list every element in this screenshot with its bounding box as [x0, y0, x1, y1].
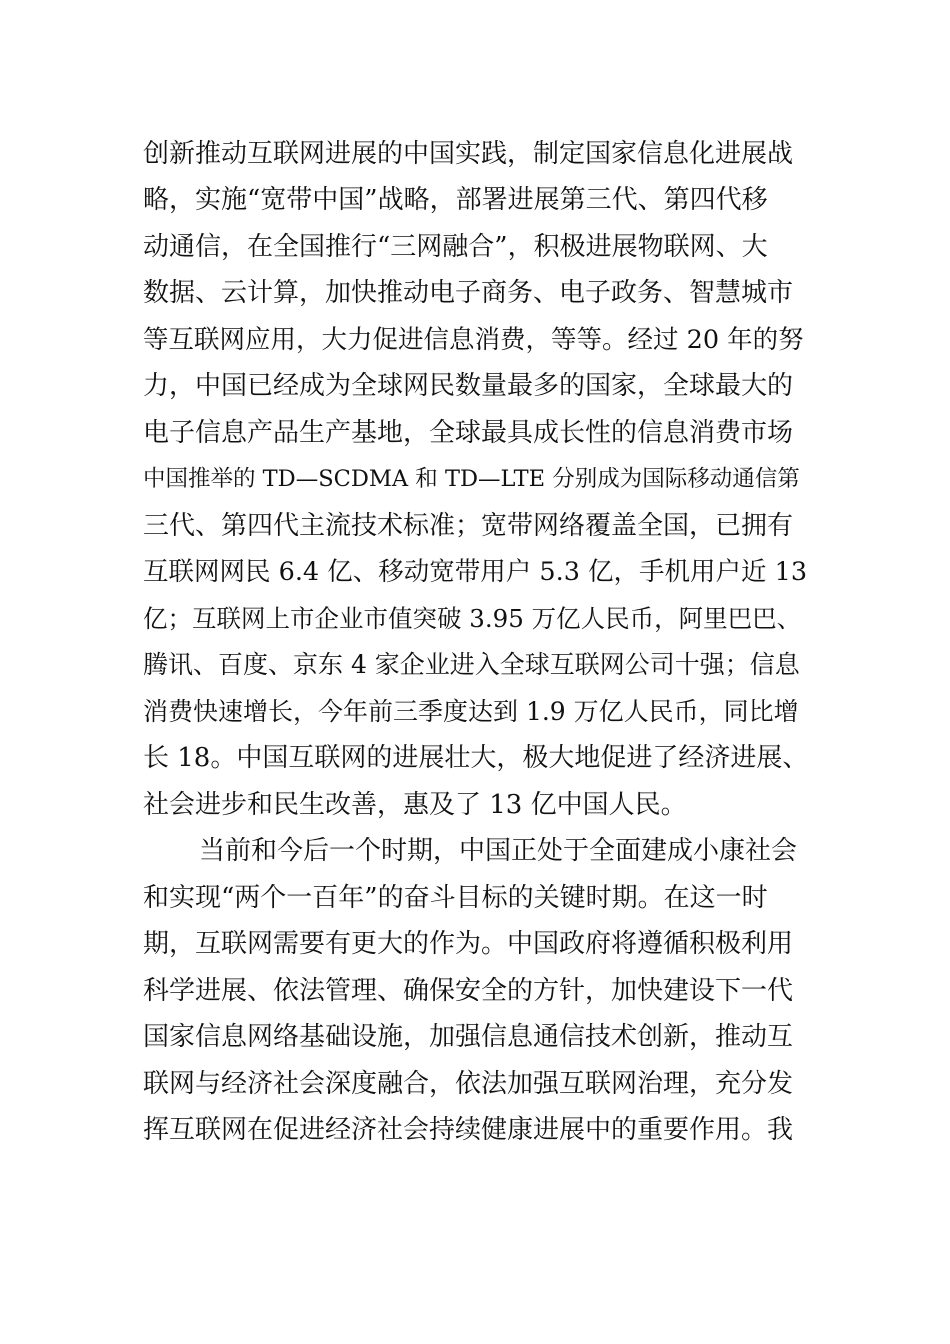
text-line: 数据、云计算，加快推动电子商务、电子政务、智慧城市 [143, 278, 794, 308]
text-line: 略，实施“宽带中国”战略，部署进展第三代、第四代移 [143, 185, 768, 215]
text-line: 互联网网民 6.4 亿、移动宽带用户 5.3 亿，手机用户近 13 [143, 557, 808, 587]
text-line: 科学进展、依法管理、确保安全的方针，加快建设下一代 [143, 976, 794, 1006]
text-line: 社会进步和民生改善，惠及了 13 亿中国人民。 [143, 790, 687, 820]
text-line: 腾讯、百度、京东 4 家企业进入全球互联网公司十强；信息 [143, 650, 800, 679]
text-line: 电子信息产品生产基地，全球最具成长性的信息消费市场 [143, 418, 794, 448]
text-line: 国家信息网络基础设施，加强信息通信技术创新，推动互 [143, 1022, 794, 1052]
text-line: 亿；互联网上市企业市值突破 3.95 万亿人民币，阿里巴巴、 [143, 604, 802, 633]
text-line: 等互联网应用，大力促进信息消费，等等。经过 20 年的努 [143, 325, 804, 355]
text-line: 三代、第四代主流技术标准；宽带网络覆盖全国，已拥有 [143, 511, 794, 541]
text-line: 和实现“两个一百年”的奋斗目标的关键时期。在这一时 [143, 883, 768, 913]
text-line: 动通信，在全国推行“三网融合”，积极进展物联网、大 [143, 232, 768, 262]
text-line: 挥互联网在促进经济社会持续健康进展中的重要作用。我 [143, 1115, 794, 1145]
text-line: 力，中国已经成为全球网民数量最多的国家，全球最大的 [143, 371, 794, 401]
paragraph-first-line: 当前和今后一个时期，中国正处于全面建成小康社会 [199, 836, 798, 866]
text-line: 期，互联网需要有更大的作为。中国政府将遵循积极利用 [143, 929, 794, 959]
text-line: 长 18。中国互联网的进展壮大，极大地促进了经济进展、 [143, 743, 809, 773]
text-line: 创新推动互联网进展的中国实践，制定国家信息化进展战 [143, 139, 794, 169]
text-line: 中国推举的 TD—SCDMA 和 TD—LTE 分别成为国际移动通信第 [143, 466, 800, 492]
text-line: 联网与经济社会深度融合，依法加强互联网治理，充分发 [143, 1069, 794, 1099]
text-line: 消费快速增长，今年前三季度达到 1.9 万亿人民币，同比增 [143, 697, 799, 726]
